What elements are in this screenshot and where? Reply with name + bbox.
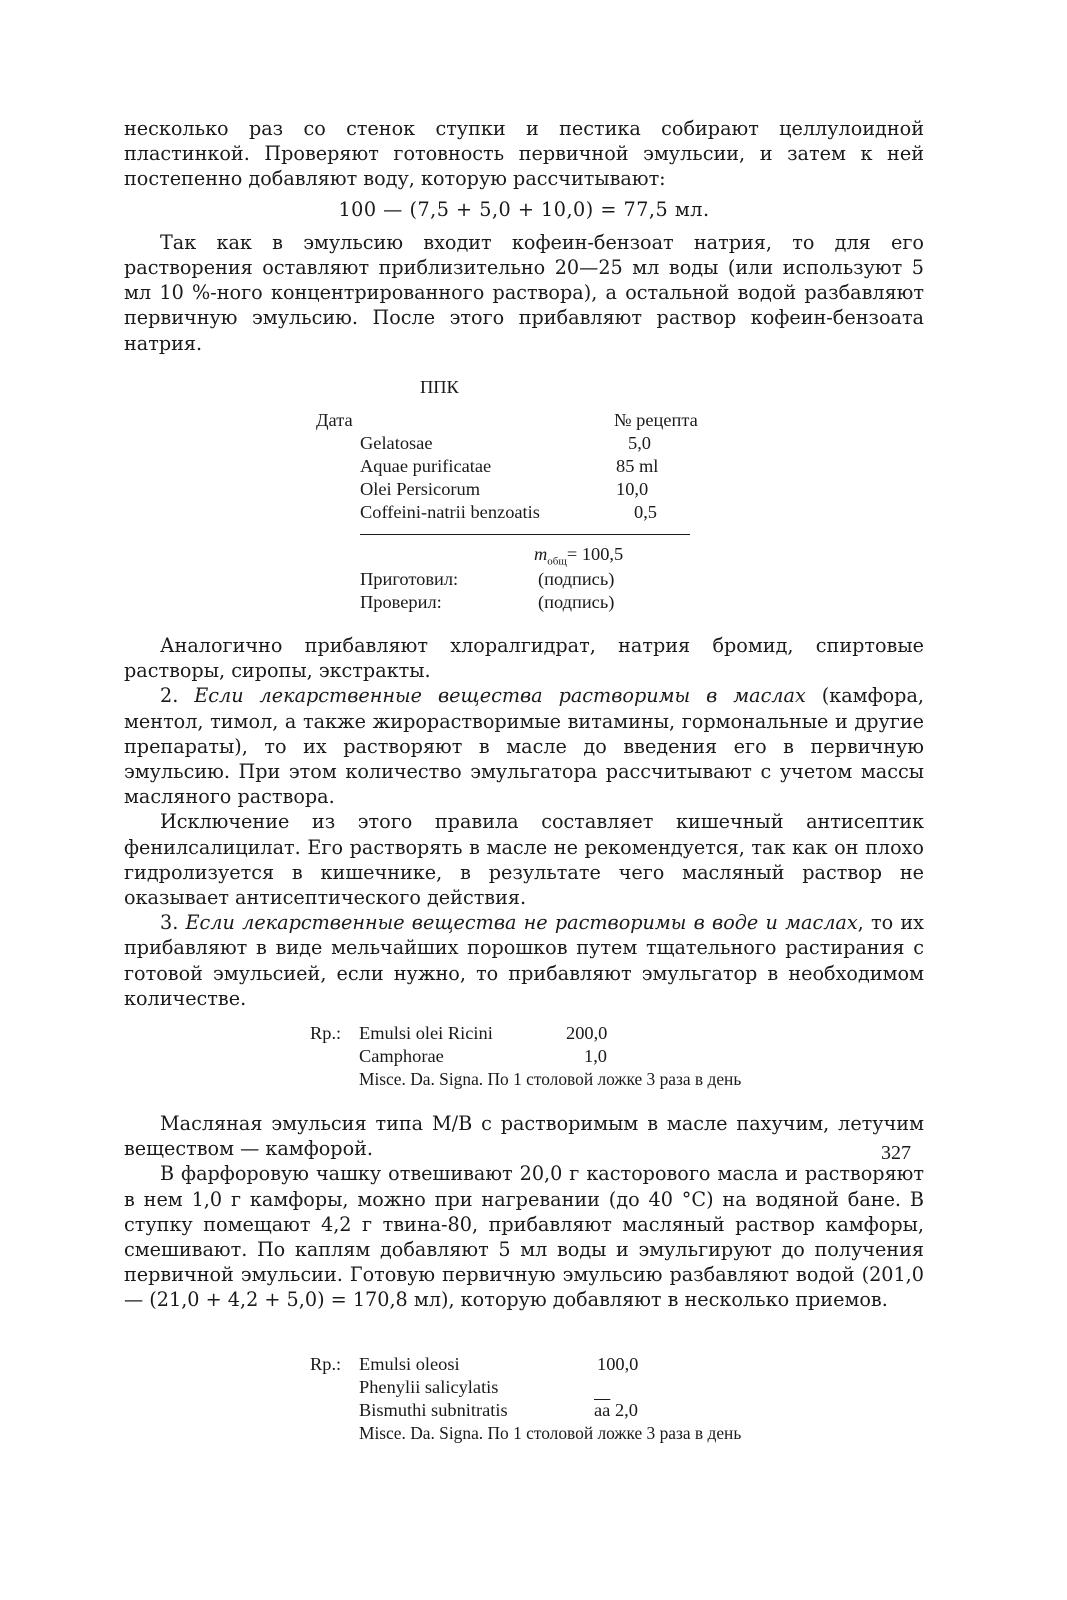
ppk-item-amount: 10,0 (616, 479, 649, 499)
ppk-checked-value: (подпись) (538, 592, 615, 612)
ppk-item-name: Coffeini-natrii benzoatis (360, 502, 540, 522)
rp-line-amount: 1,0 (584, 1046, 607, 1066)
water-calculation-formula: 100 — (7,5 + 5,0 + 10,0) = 77,5 мл. (338, 197, 710, 221)
bottom-text-block (124, 1111, 924, 1313)
rp-prefix: Rp.: (310, 1354, 342, 1374)
ppk-recipe-label: № рецепта (614, 410, 698, 430)
ppk-item-amount: 5,0 (628, 433, 651, 453)
paragraph-exception: Исключение из этого правила составляет кишечный антисептик фенилсалицилат. Его растворять в масле не рекомендуется, так как он плохо гидролизуется в кишечнике, в результате чего масляный раствор не оказывает антисептического действия. (124, 810, 924, 910)
rp-line-amount: 200,0 (566, 1023, 608, 1043)
ppk-item-name: Gelatosae (360, 433, 433, 453)
rp-line-amount (594, 1399, 638, 1422)
paragraph-continuation: несколько раз со стенок ступки и пестика собирают целлулоидной пластинкой. Проверяют готовность первичной эмульсии, и затем к ней постепенно добавляют воду, которую рассчитывают: (124, 117, 924, 191)
item-number: 2. (160, 684, 195, 708)
rp-prefix: Rp.: (310, 1023, 342, 1043)
ppk-total-sub: общ (547, 555, 567, 568)
paragraph-insoluble (124, 910, 924, 1011)
paragraph-analogous: Аналогично прибавляют хлоралгидрат, натрия бромид, спиртовые растворы, сиропы, экстракты. (124, 634, 924, 683)
ppk-item-name: Olei Persicorum (360, 479, 481, 499)
page-number: 327 (881, 1142, 911, 1164)
rp-line-amount: 100,0 (597, 1354, 639, 1374)
item-heading: Если лекарственные вещества растворимы в маслах (194, 684, 806, 708)
item-number: 3. (160, 911, 186, 935)
item-body: (камфора, ментол, тимол, а также жирорастворимые витамины, гормональные и другие препараты), то их растворяют в масле до введения его в первичную эмульсию. При этом количество эмульгатора рассчитывают с учетом массы масляного раствора. (124, 684, 924, 809)
ppk-item-name: Aquae purificatae (360, 456, 492, 476)
ppk-title: ППК (420, 377, 459, 397)
ppk-item-amount: 0,5 (634, 502, 657, 522)
ppk-total-value: = 100,5 (566, 544, 624, 564)
item-heading: Если лекарственные вещества не растворимы в воде и маслах (185, 911, 858, 935)
ppk-divider (360, 534, 690, 535)
top-text-block (124, 116, 924, 356)
ppk-date-label: Дата (316, 410, 353, 430)
ppk-prepared-label: Приготовил: (360, 569, 459, 589)
paragraph-oil-soluble (124, 683, 924, 809)
ppk-item-amount: 85 ml (616, 456, 659, 476)
rp-signa: Misce. Da. Signa. По 1 столовой ложке 3 раза в день (359, 1069, 742, 1089)
paragraph-camphor-type: Масляная эмульсия типа М/В с растворимым в масле пахучим, летучим веществом — камфорой. (124, 1112, 924, 1161)
rp-line-name: Emulsi olei Ricini (359, 1023, 493, 1043)
middle-text-block (124, 633, 924, 1011)
rp-line-name: Camphorae (359, 1046, 444, 1066)
rp-ana-amount: 2,0 (614, 1400, 638, 1420)
item-body: , то их прибавляют в виде мельчайших порошков путем тщательного растирания с готовой эмульсией, если нужно, то прибавляют эмульгатор в необходимом количестве. (124, 911, 924, 1010)
rp-ana-mark: $\overline{aa}$ (594, 1400, 611, 1420)
rp-signa: Misce. Da. Signa. По 1 столовой ложке 3 раза в день (359, 1423, 742, 1443)
rp-line-name: Bismuthi subnitratis (359, 1400, 508, 1420)
ppk-checked-label: Проверил: (360, 592, 442, 612)
rp-line-name: Phenylii salicylatis (359, 1377, 499, 1397)
ppk-total-m: m (534, 544, 548, 564)
paragraph-camphor-method: В фарфоровую чашку отвешивают 20,0 г касторового масла и растворяют в нем 1,0 г камфоры, можно при нагревании (до 40 °С) на водяной бане. В ступку помещают 4,2 г твина-80, прибавляют масляный раствор камфоры, смешивают. По каплям добавляют 5 мл воды и эмульгируют до получения первичной эмульсии. Готовую первичную эмульсию разбавляют водой (201,0 — (21,0 + 4,2 + 5,0) = 170,8 мл), которую добавляют в несколько приемов. (124, 1162, 924, 1312)
rp-line-name: Emulsi oleosi (359, 1354, 460, 1374)
ppk-prepared-value: (подпись) (538, 569, 615, 589)
paragraph-caffeine: Так как в эмульсию входит кофеин-бензоат натрия, то для его растворения оставляют приблизительно 20—25 мл воды (или используют 5 мл 10 %-ного концентрированного раствора), а остальной водой разбавляют первичную эмульсию. После этого прибавляют раствор кофеин-бензоата натрия. (124, 230, 924, 355)
